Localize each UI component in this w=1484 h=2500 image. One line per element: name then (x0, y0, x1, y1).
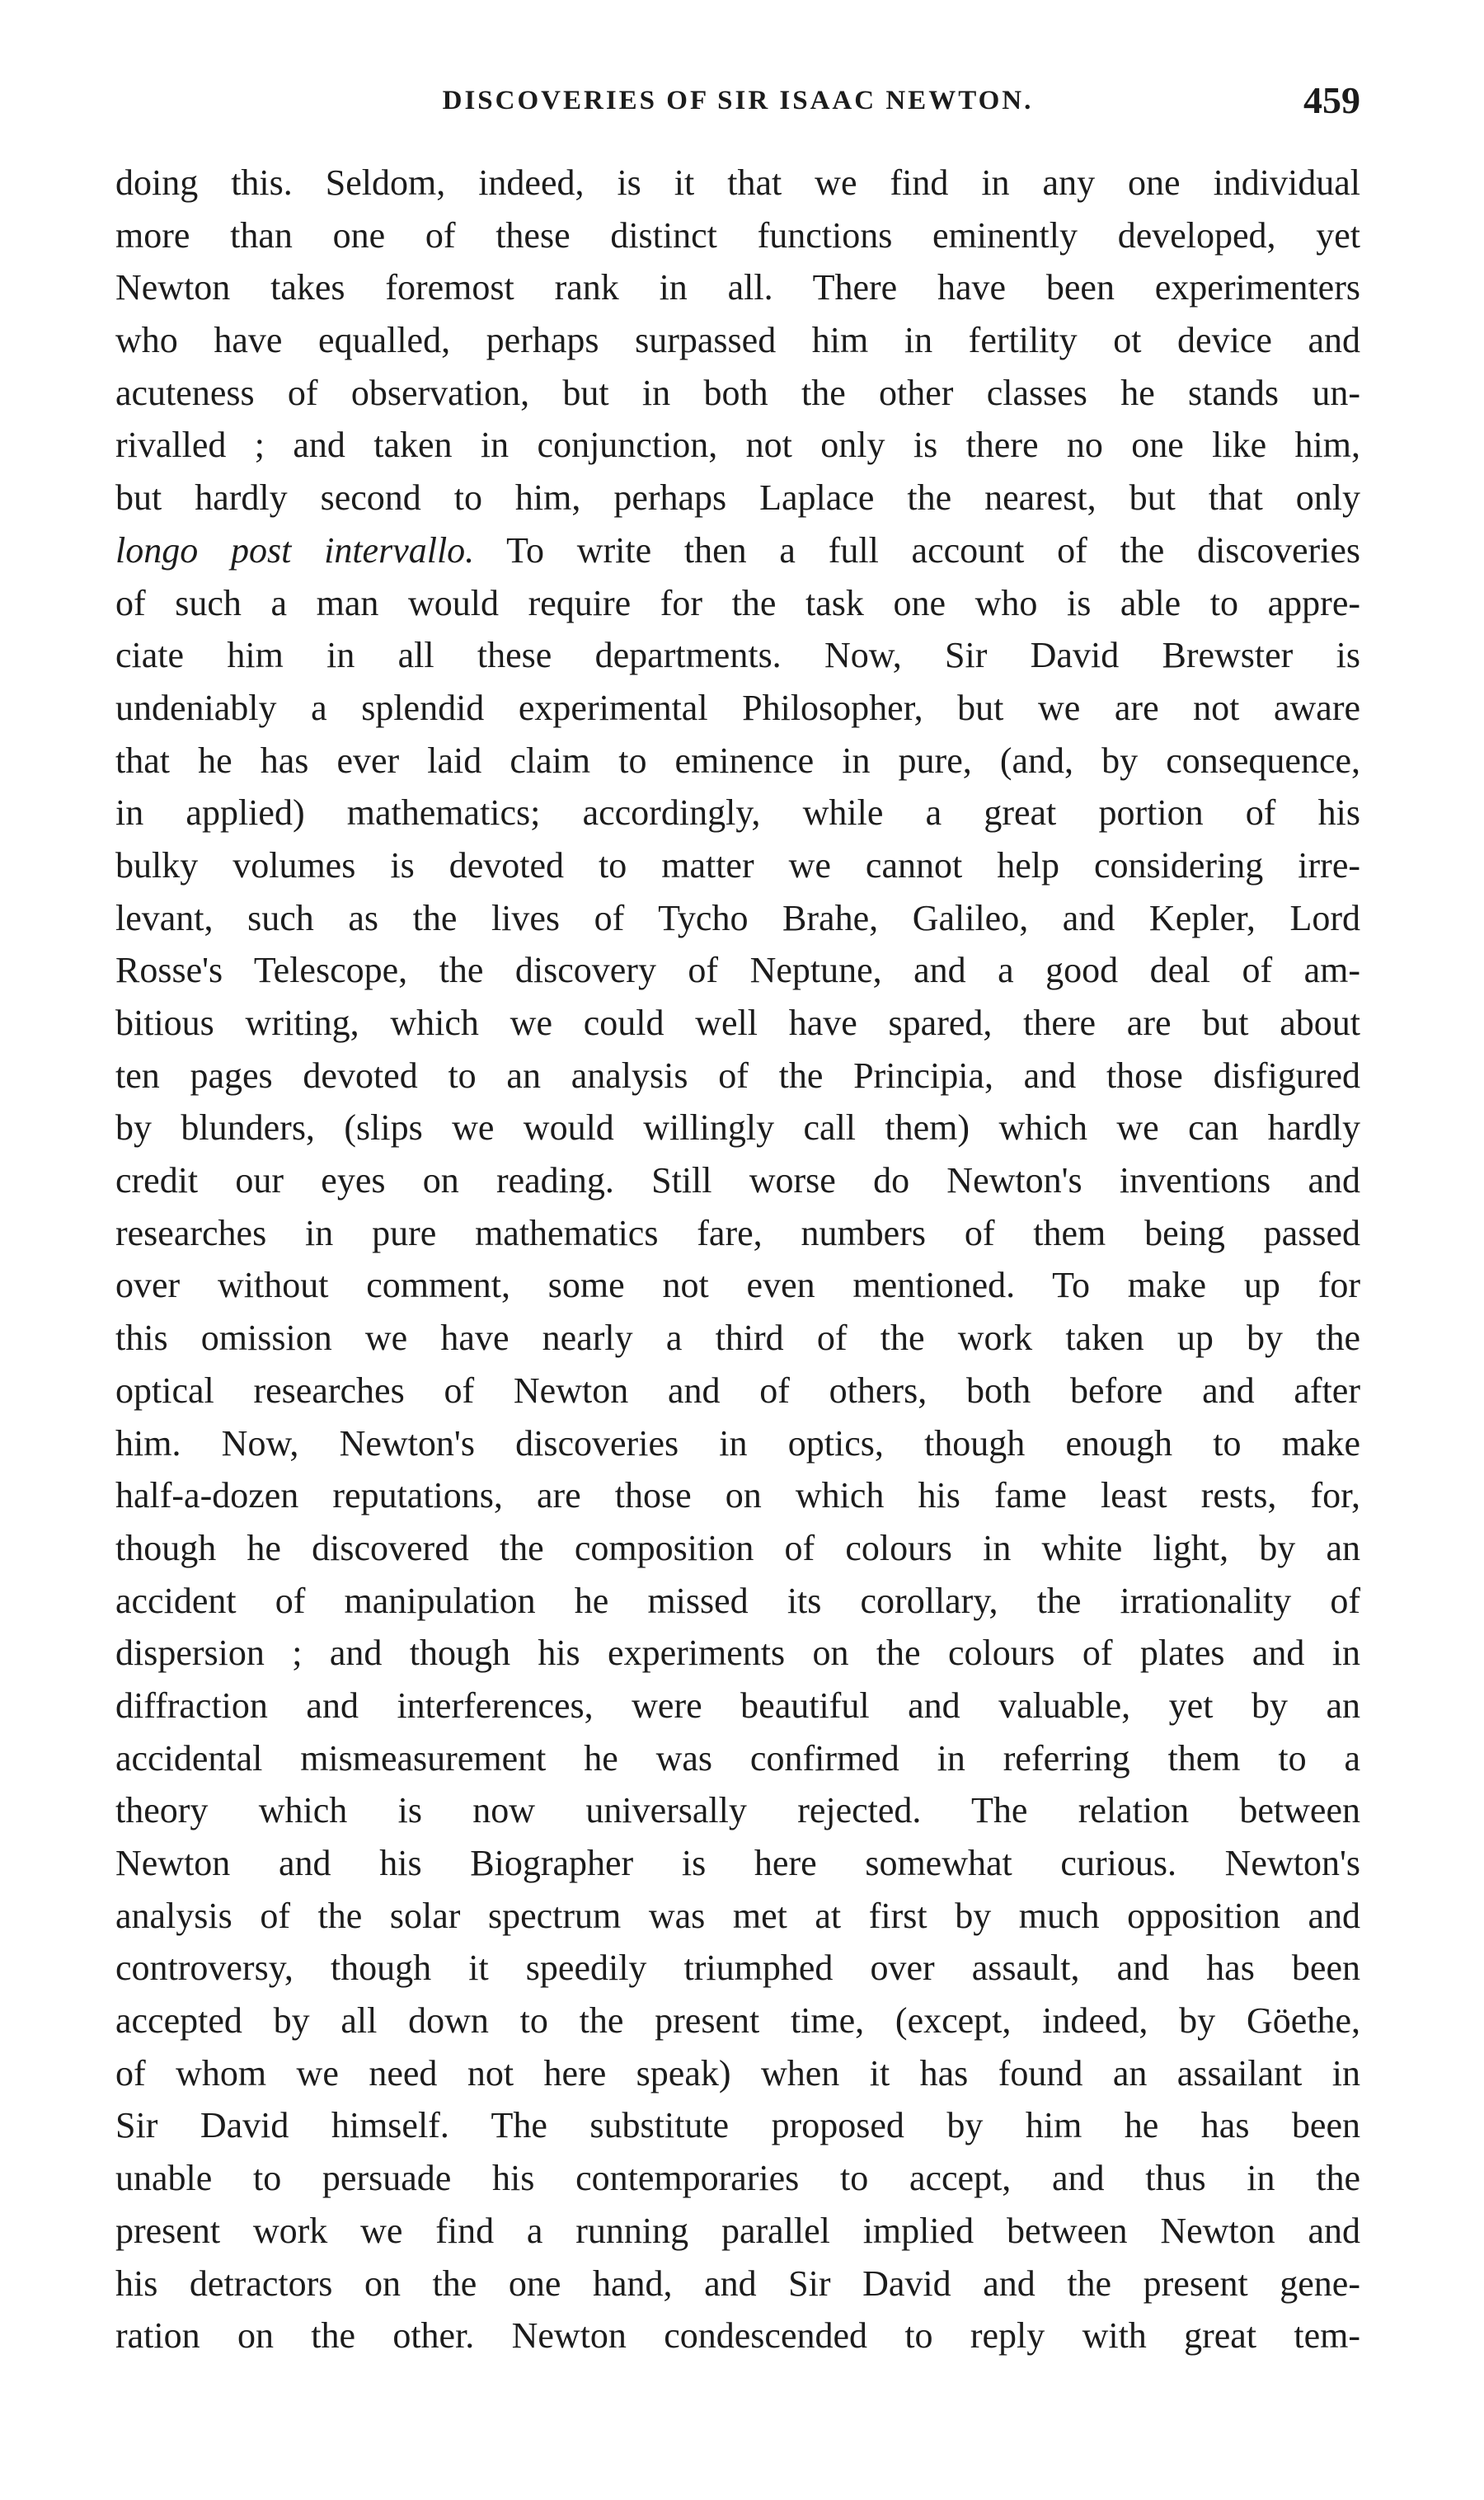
text-line: accident of manipulation he missed its corollary, the irrationality of (115, 1580, 1360, 1621)
text-line: rivalled ; and taken in conjunction, not only is there no one like him, (115, 425, 1360, 466)
text-line: present work we find a running parallel implied between Newton and (115, 2210, 1360, 2251)
text-line: this omission we have nearly a third of the work taken up by the (115, 1318, 1360, 1359)
text-line: credit our eyes on reading. Still worse do Newton's inventions and (115, 1160, 1360, 1201)
text-line: of such a man would require for the task one who is able to appre- (115, 582, 1360, 623)
text-line: but hardly second to him, perhaps Laplace the nearest, but that only (115, 477, 1360, 519)
text-line: doing this. Seldom, indeed, is it that we find in any one individual (115, 162, 1360, 203)
text-line: analysis of the solar spectrum was met at first by much opposition and (115, 1895, 1360, 1936)
text-line: levant, such as the lives of Tycho Brahe, Galileo, and Kepler, Lord (115, 897, 1360, 938)
page-number: 459 (1303, 79, 1360, 121)
text-line: his detractors on the one hand, and Sir David and the present gene- (115, 2263, 1360, 2304)
text-line: bulky volumes is devoted to matter we cannot help considering irre- (115, 844, 1360, 886)
text-line: optical researches of Newton and of others, both before and after (115, 1370, 1360, 1411)
text-line: who have equalled, perhaps surpassed him in fertility ot device and (115, 320, 1360, 361)
text-line: by blunders, (slips we would willingly call them) which we can hardly (115, 1107, 1360, 1149)
text-line: controversy, though it speedily triumphed over assault, and has been (115, 1948, 1360, 1989)
text-line: in applied) mathematics; accordingly, while a great portion of his (115, 792, 1360, 834)
text-line: him. Now, Newton's discoveries in optics, though enough to make (115, 1422, 1360, 1464)
text-line: that he has ever laid claim to eminence in pure, (and, by consequence, (115, 740, 1360, 781)
text-line: bitious writing, which we could well have spared, there are but about (115, 1003, 1360, 1043)
text-line: unable to persuade his contemporaries to accept, and thus in the (115, 2158, 1360, 2199)
text-line: ration on the other. Newton condescended to reply with great tem- (115, 2315, 1360, 2357)
text-line: though he discovered the composition of colours in white light, by an (115, 1527, 1360, 1568)
body-text (115, 157, 1360, 2362)
text-line: Rosse's Telescope, the discovery of Neptune, and a good deal of am- (115, 950, 1360, 991)
text-line: over without comment, some not even mentioned. To make up for (115, 1265, 1360, 1306)
text-line: ciate him in all these departments. Now, Sir David Brewster is (115, 635, 1360, 676)
text-line: undeniably a splendid experimental Philosopher, but we are not aware (115, 687, 1360, 728)
text-line: accidental mismeasurement he was confirmed in referring them to a (115, 1737, 1360, 1779)
text-line: accepted by all down to the present time, (except, indeed, by Göethe, (115, 2000, 1360, 2042)
text-line: researches in pure mathematics fare, numbers of them being passed (115, 1212, 1360, 1253)
text-line: diffraction and interferences, were beautiful and valuable, yet by an (115, 1685, 1360, 1726)
text-line: half-a-dozen reputations, are those on which his fame least rests, for, (115, 1475, 1360, 1516)
text-line: theory which is now universally rejected. The relation between (115, 1790, 1360, 1831)
text-line: of whom we need not here speak) when it has found an assailant in (115, 2052, 1360, 2094)
text-segment: To write then a full account of the discoveries (506, 529, 1360, 571)
running-head (115, 76, 1360, 125)
latin-phrase: longo post intervallo. (115, 529, 475, 571)
text-line: Newton and his Biographer is here somewhat curious. Newton's (115, 1843, 1360, 1883)
text-line-mixed (115, 524, 1360, 577)
text-line: Sir David himself. The substitute proposed by him he has been (115, 2105, 1360, 2146)
running-title: DISCOVERIES OF SIR ISAAC NEWTON. (442, 86, 1034, 115)
text-line: dispersion ; and though his experiments on the colours of plates and in (115, 1633, 1360, 1674)
text-line: Newton takes foremost rank in all. There have been experimenters (115, 267, 1360, 308)
text-line: more than one of these distinct functions eminently developed, yet (115, 214, 1360, 256)
text-line: ten pages devoted to an analysis of the Principia, and those disfigured (115, 1055, 1360, 1096)
text-line: acuteness of observation, but in both the other classes he stands un- (115, 372, 1360, 413)
